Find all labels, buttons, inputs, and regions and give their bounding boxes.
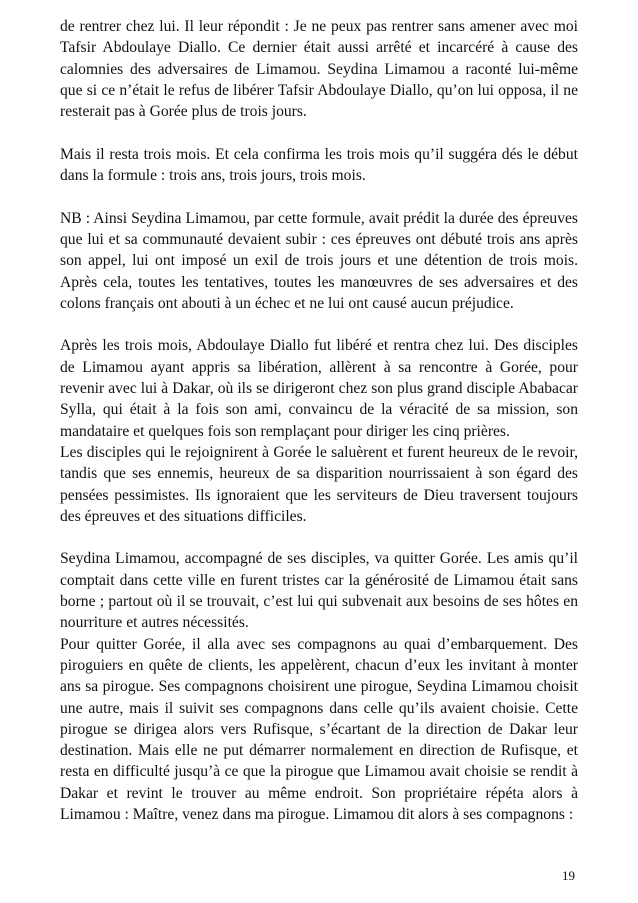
- paragraph-3: NB : Ainsi Seydina Limamou, par cette formule, avait prédit la durée des épreuves que lui et sa communauté devaient subir : ces épreuves ont débuté trois ans après son appel, lui ont imposé un exil de trois jours et une détention de trois mois. Après cela, toutes les tentatives, toutes les manœuvres de ses adversaires et des colons français ont abouti à un échec et ne lui ont causé aucun préjudice.: [60, 209, 578, 312]
- paragraph-2: Mais il resta trois mois. Et cela confirma les trois mois qu’il suggéra dés le début dans la formule : trois ans, trois jours, trois mois.: [60, 145, 578, 185]
- paragraph-5: Les disciples qui le rejoignirent à Gorée le saluèrent et furent heureux de le revoir, tandis que ses ennemis, heureux de sa disparition nourrissaient à son égard des pensées pessimistes. Ils ignoraient que les serviteurs de Dieu traversent toujours des épreuves et des situations difficiles.: [60, 443, 578, 525]
- paragraph-7: Pour quitter Gorée, il alla avec ses compagnons au quai d’embarquement. Des piroguiers en quête de clients, les appelèrent, chacun d’eux les invitant à monter ans sa pirogue. Ses compagnons choisirent une pirogue, Seydina Limamou choisit une autre, mais il suivit ses compagnons dans celle qu’ils avaient choisie. Cette pirogue se dirigea alors vers Rufisque, s’écartant de la direction de Dakar leur destination. Mais elle ne put démarrer normalement en direction de Rufisque, et resta en difficulté jusqu’à ce que la pirogue que Limamou avait choisie se rendit à Dakar et revint le trouver au même endroit. Son propriétaire répéta alors à Limamou : Maître, venez dans ma pirogue. Limamou dit alors à ses compagnons :: [60, 635, 578, 823]
- paragraph-4: Après les trois mois, Abdoulaye Diallo fut libéré et rentra chez lui. Des disciples de Limamou ayant appris sa libération, allèrent à sa rencontre à Gorée, pour revenir avec lui à Dakar, où ils se dirigeront chez son plus grand disciple Ababacar Sylla, qui était à la fois son ami, convaincu de la véracité de sa mission, son mandataire et quelques fois son remplaçant pour diriger les cinq prières.: [60, 337, 578, 440]
- paragraph-1: de rentrer chez lui. Il leur répondit : Je ne peux pas rentrer sans amener avec moi Tafsir Abdoulaye Diallo. Ce dernier était aussi arrêté et incarcéré à cause des calomnies des adversaires de Limamou. Seydina Limamou a raconté lui-même que si ce n’était le refus de libérer Tafsir Abdoulaye Diallo, qu’on lui opposa, il ne resterait pas à Gorée plus de trois jours.: [60, 18, 578, 121]
- paragraph-6: Seydina Limamou, accompagné de ses disciples, va quitter Gorée. Les amis qu’il comptait dans cette ville en furent tristes car la générosité de Limamou était sans borne ; partout où il se trouvait, c’est lui qui subvenait aux besoins de ses hôtes en nourriture et autres nécessités.: [60, 550, 578, 632]
- page-number: 19: [562, 868, 575, 883]
- body-text: [60, 16, 578, 825]
